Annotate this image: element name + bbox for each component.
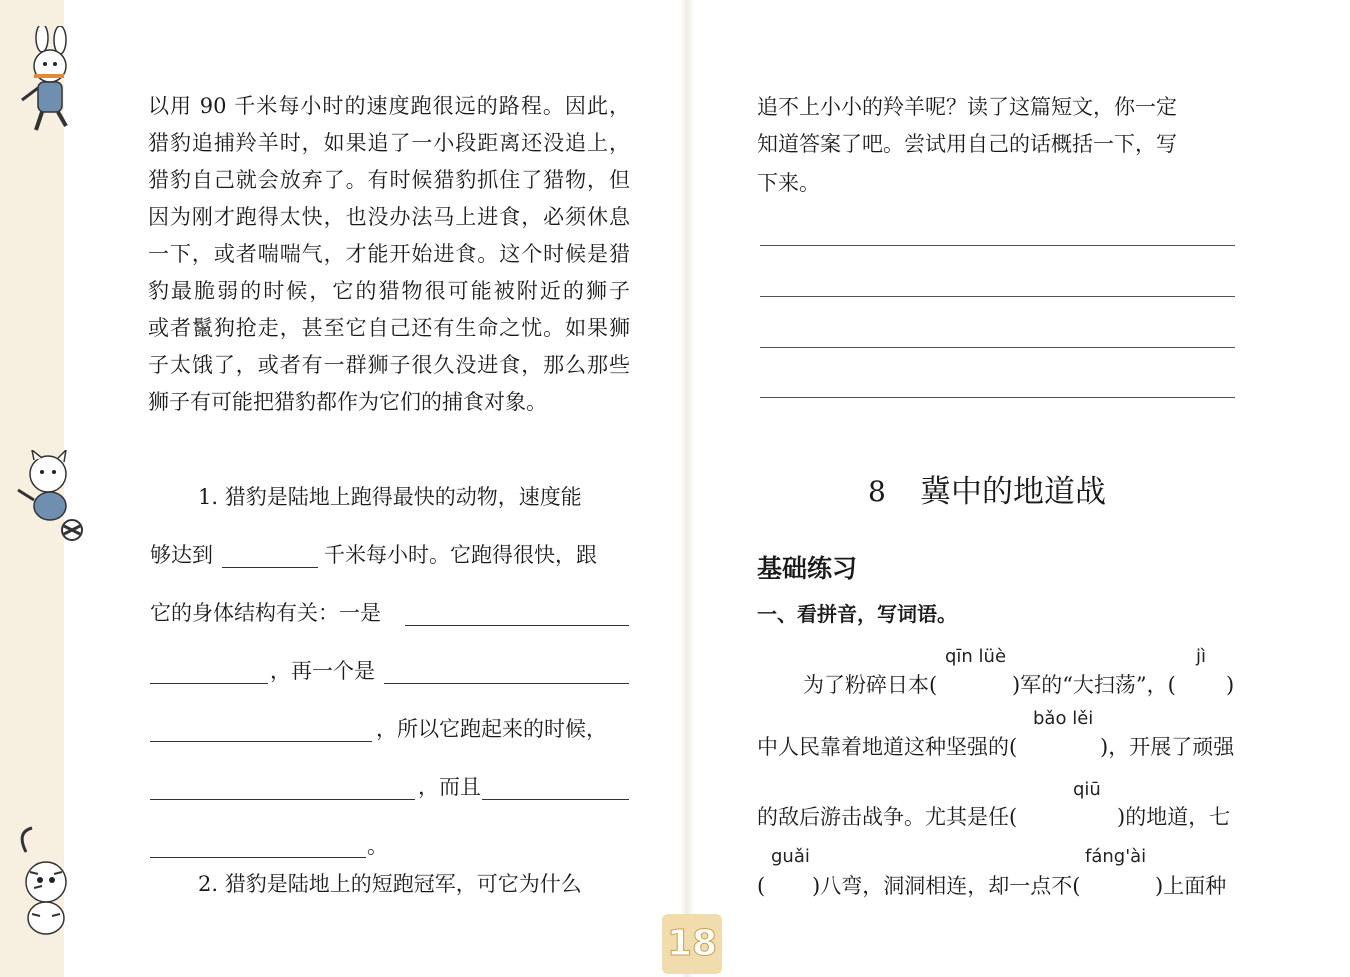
passage-line: 猎豹自己就会放弃了。有时候猎豹抓住了猎物，但	[148, 168, 630, 192]
exercise-text: )，开展了顽强	[1100, 735, 1235, 759]
answer-blank[interactable]	[384, 683, 629, 684]
writing-line[interactable]	[760, 296, 1235, 297]
answer-blank[interactable]	[482, 799, 629, 800]
page-number-badge	[662, 914, 722, 974]
pinyin-label: guǎi	[771, 846, 810, 867]
exercise-text: )	[1226, 673, 1235, 697]
question-2-line: 2. 猎豹是陆地上的短跑冠军，可它为什么	[198, 872, 582, 896]
exercise-text: )军的“大扫荡”，(	[1012, 673, 1176, 697]
lesson-title: 冀中的地道战	[920, 474, 1106, 510]
passage-line: 狮子有可能把猎豹都作为它们的捕食对象。	[148, 390, 547, 414]
rabbit-mascot-icon	[14, 26, 84, 136]
passage-line: 因为刚才跑得太快，也没办法马上进食，必须休息	[148, 205, 630, 229]
exercise-text: 中人民靠着地道这种坚强的(	[757, 735, 1018, 759]
passage-line: 或者鬣狗抢走，甚至它自己还有生命之忧。如果狮	[148, 316, 630, 340]
question-1-text: ，所以它跑起来的时候，	[376, 717, 607, 741]
passage	[148, 88, 630, 421]
book-spine	[680, 0, 694, 977]
answer-blank[interactable]	[150, 683, 268, 684]
answer-blank[interactable]	[150, 799, 415, 800]
question-1-line: 1. 猎豹是陆地上跑得最快的动物，速度能	[198, 485, 582, 509]
exercise-text: 为了粉碎日本(	[803, 673, 938, 697]
writing-line[interactable]	[760, 397, 1235, 398]
pinyin-label: jì	[1196, 646, 1207, 667]
passage-line: 一下，或者喘喘气，才能开始进食。这个时候是猎	[148, 242, 630, 266]
question-1-text: 千米每小时。它跑得很快，跟	[324, 543, 597, 567]
question-1-text: 它的身体结构有关：一是	[150, 601, 381, 625]
question-2-continued: 下来。	[757, 171, 820, 195]
exercise-text: )八弯，洞洞相连，却一点不(	[812, 874, 1081, 898]
question-2-continued: 知道答案了吧。尝试用自己的话概括一下，写	[757, 132, 1177, 156]
writing-line[interactable]	[760, 347, 1235, 348]
section-title: 基础练习	[757, 554, 858, 583]
exercise-text: (	[757, 874, 766, 898]
answer-blank[interactable]	[150, 857, 366, 858]
question-1-text: ，而且	[418, 775, 481, 799]
passage-line: 豹最脆弱的时候，它的猎物很可能被附近的狮子	[148, 279, 630, 303]
passage-line: 以用 90 千米每小时的速度跑很远的路程。因此，	[148, 94, 630, 118]
exercise-text: )的地道，七	[1117, 805, 1231, 829]
question-1-text: 够达到	[150, 543, 213, 567]
passage-line: 子太饿了，或者有一群狮子很久没进食，那么那些	[148, 353, 630, 377]
exercise-text: 的敌后游击战争。尤其是任(	[757, 805, 1018, 829]
lesson-number: 8	[868, 475, 886, 508]
cat-mascot-icon	[12, 450, 86, 546]
pinyin-label: qiū	[1073, 779, 1101, 800]
page-number: 18	[666, 923, 718, 964]
question-1-text: 。	[367, 834, 388, 858]
exercise-text: )上面种	[1155, 874, 1227, 898]
answer-blank[interactable]	[150, 741, 372, 742]
answer-blank[interactable]	[222, 567, 318, 568]
pinyin-label: fáng'ài	[1085, 846, 1147, 867]
question-1-text: ，再一个是	[270, 659, 375, 683]
pinyin-label: bǎo lěi	[1033, 708, 1094, 729]
passage-line: 猎豹追捕羚羊时，如果追了一小段距离还没追上，	[148, 131, 630, 155]
exercise-title: 一、看拼音，写词语。	[757, 602, 957, 626]
tiger-mascot-icon	[12, 822, 82, 942]
pinyin-label: qīn lüè	[945, 646, 1007, 667]
question-2-continued: 追不上小小的羚羊呢？读了这篇短文，你一定	[757, 95, 1177, 119]
writing-line[interactable]	[760, 245, 1235, 246]
answer-blank[interactable]	[405, 625, 629, 626]
